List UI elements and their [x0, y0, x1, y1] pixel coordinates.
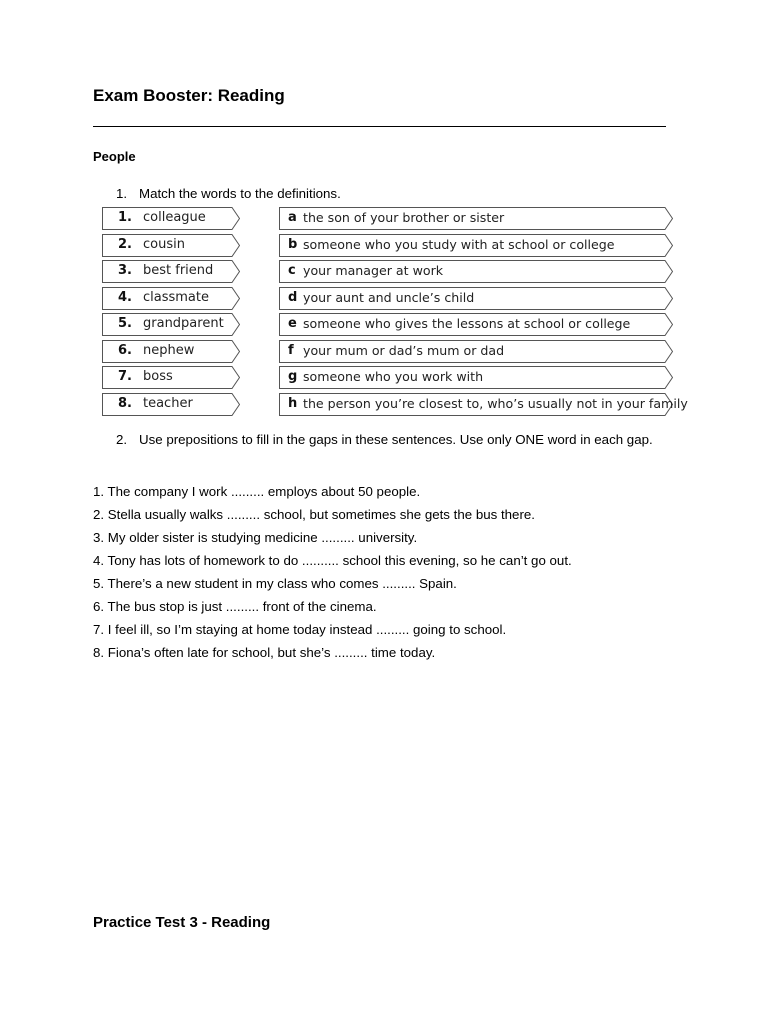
title-divider	[93, 126, 666, 127]
word-number: 1.	[118, 210, 132, 225]
word-label: colleague	[143, 210, 206, 225]
word-item	[102, 340, 240, 363]
definition-letter: f	[288, 342, 294, 358]
instruction-text: Match the words to the definitions.	[139, 186, 341, 201]
section-title: People	[93, 149, 136, 164]
definition-item	[279, 313, 673, 336]
page-title: Exam Booster: Reading	[93, 86, 285, 105]
sentence-item: 7. I feel ill, so I’m staying at home today instead ......... going to school.	[93, 622, 507, 637]
definition-item	[279, 393, 688, 416]
footer-title: Practice Test 3 - Reading	[93, 914, 271, 931]
word-label: nephew	[143, 342, 195, 358]
definition-label: the son of your brother or sister	[303, 210, 505, 225]
word-item	[102, 287, 240, 310]
word-label: classmate	[143, 289, 209, 305]
definition-item	[279, 260, 673, 283]
word-label: grandparent	[143, 316, 224, 331]
word-item	[102, 260, 240, 283]
word-item	[102, 393, 240, 416]
word-number: 2.	[118, 236, 132, 252]
definition-letter: a	[288, 210, 297, 225]
sentence-item: 3. My older sister is studying medicine ......... university.	[93, 530, 418, 545]
sentence-item: 4. Tony has lots of homework to do .......... school this evening, so he can’t go out.	[93, 553, 572, 568]
sentence-item: 1. The company I work ......... employs about 50 people.	[93, 484, 421, 499]
sentence-item: 8. Fiona’s often late for school, but she’s ......... time today.	[93, 645, 436, 660]
definition-label: your mum or dad’s mum or dad	[303, 342, 505, 358]
definition-item	[279, 366, 673, 389]
definition-label: your aunt and uncle’s child	[303, 289, 475, 305]
word-item	[102, 313, 240, 336]
definition-item	[279, 340, 673, 363]
definition-label: someone who you work with	[303, 369, 484, 384]
definition-letter: h	[288, 395, 298, 411]
word-label: cousin	[143, 236, 185, 252]
instruction-number: 1.	[116, 186, 128, 201]
definition-letter: e	[288, 316, 297, 331]
definition-item	[279, 234, 673, 257]
word-number: 4.	[118, 289, 132, 305]
sentence-item: 6. The bus stop is just ......... front of the cinema.	[93, 599, 377, 614]
sentence-item: 2. Stella usually walks ......... school, but sometimes she gets the bus there.	[93, 507, 535, 522]
word-label: best friend	[143, 263, 214, 278]
word-label: teacher	[143, 395, 193, 411]
instruction-text: Use prepositions to fill in the gaps in these sentences. Use only ONE word in each gap.	[139, 432, 653, 447]
definition-label: the person you’re closest to, who’s usually not in your family	[303, 395, 688, 411]
word-number: 7.	[118, 369, 132, 384]
instruction-2	[116, 430, 676, 470]
word-number: 6.	[118, 342, 132, 358]
definition-label: someone who gives the lessons at school or college	[303, 316, 631, 331]
gap-fill-sentences	[93, 483, 572, 667]
word-number: 5.	[118, 316, 132, 331]
instruction-number: 2.	[116, 432, 128, 447]
word-item	[102, 366, 240, 389]
word-number: 3.	[118, 263, 132, 278]
definition-label: someone who you study with at school or college	[303, 236, 615, 252]
definition-letter: b	[288, 236, 298, 252]
definition-letter: g	[288, 369, 298, 384]
word-number: 8.	[118, 395, 132, 411]
word-item	[102, 207, 240, 230]
word-label: boss	[143, 369, 173, 384]
definition-label: your manager at work	[303, 263, 444, 278]
definition-item	[279, 287, 673, 310]
definition-item	[279, 207, 673, 230]
definition-letter: c	[288, 263, 296, 278]
definition-letter: d	[288, 289, 298, 305]
sentence-item: 5. There’s a new student in my class who comes ......... Spain.	[93, 576, 457, 591]
instruction-1	[116, 184, 676, 204]
word-item	[102, 234, 240, 257]
